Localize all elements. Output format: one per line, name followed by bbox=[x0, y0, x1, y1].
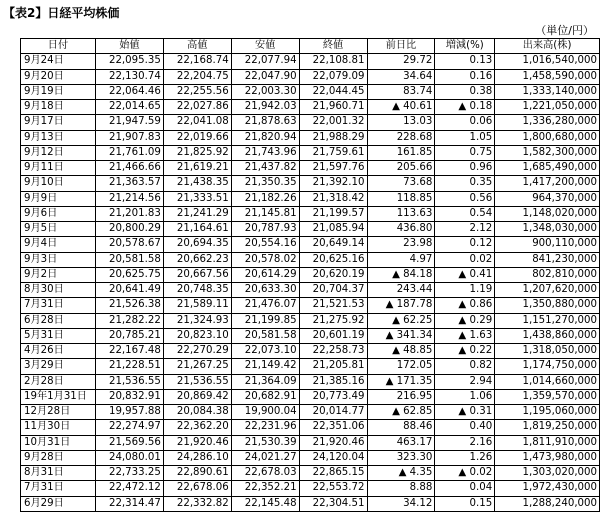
open-cell: 22,130.74 bbox=[95, 69, 163, 84]
table-row bbox=[21, 496, 600, 511]
high-cell: 21,241.29 bbox=[163, 206, 231, 221]
table-row bbox=[21, 100, 600, 115]
table-row bbox=[21, 237, 600, 252]
change-pct-cell: 0.04 bbox=[435, 481, 495, 496]
table-row bbox=[21, 115, 600, 130]
open-cell: 21,569.56 bbox=[95, 435, 163, 450]
change-pct-cell: 0.15 bbox=[435, 496, 495, 511]
volume-cell: 1,303,020,000 bbox=[495, 466, 600, 481]
volume-cell: 1,458,590,000 bbox=[495, 69, 600, 84]
close-cell: 20,620.19 bbox=[299, 267, 367, 282]
date-cell: 8月31日 bbox=[21, 466, 96, 481]
close-cell: 21,085.94 bbox=[299, 222, 367, 237]
change-cell: 113.63 bbox=[367, 206, 435, 221]
date-cell: 9月28日 bbox=[21, 450, 96, 465]
volume-cell: 1,819,250,000 bbox=[495, 420, 600, 435]
close-cell: 21,988.29 bbox=[299, 130, 367, 145]
change-cell: ▲ 62.25 bbox=[367, 313, 435, 328]
date-cell: 9月19日 bbox=[21, 84, 96, 99]
date-cell: 10月31日 bbox=[21, 435, 96, 450]
date-cell: 3月29日 bbox=[21, 359, 96, 374]
change-cell: 8.88 bbox=[367, 481, 435, 496]
table-row bbox=[21, 161, 600, 176]
close-cell: 21,205.81 bbox=[299, 359, 367, 374]
close-cell: 21,318.42 bbox=[299, 191, 367, 206]
change-cell: 34.12 bbox=[367, 496, 435, 511]
change-cell: 34.64 bbox=[367, 69, 435, 84]
close-cell: 22,304.51 bbox=[299, 496, 367, 511]
change-cell: ▲ 171.35 bbox=[367, 374, 435, 389]
date-cell: 8月30日 bbox=[21, 283, 96, 298]
change-cell: 161.85 bbox=[367, 145, 435, 160]
high-cell: 22,027.86 bbox=[163, 100, 231, 115]
volume-cell: 1,800,680,000 bbox=[495, 130, 600, 145]
high-cell: 22,255.56 bbox=[163, 84, 231, 99]
open-cell: 20,785.21 bbox=[95, 328, 163, 343]
volume-cell: 1,318,050,000 bbox=[495, 344, 600, 359]
low-cell: 21,743.96 bbox=[231, 145, 299, 160]
change-cell: 463.17 bbox=[367, 435, 435, 450]
volume-cell: 1,359,570,000 bbox=[495, 389, 600, 404]
low-cell: 21,145.81 bbox=[231, 206, 299, 221]
volume-cell: 1,151,270,000 bbox=[495, 313, 600, 328]
table-row bbox=[21, 450, 600, 465]
low-cell: 21,437.82 bbox=[231, 161, 299, 176]
volume-cell: 1,195,060,000 bbox=[495, 405, 600, 420]
date-cell: 9月13日 bbox=[21, 130, 96, 145]
close-cell: 22,553.72 bbox=[299, 481, 367, 496]
date-cell: 9月5日 bbox=[21, 222, 96, 237]
volume-cell: 900,110,000 bbox=[495, 237, 600, 252]
header-date: 日付 bbox=[21, 39, 96, 54]
high-cell: 21,324.93 bbox=[163, 313, 231, 328]
open-cell: 20,578.67 bbox=[95, 237, 163, 252]
change-pct-cell: ▲ 0.31 bbox=[435, 405, 495, 420]
high-cell: 21,589.11 bbox=[163, 298, 231, 313]
date-cell: 5月31日 bbox=[21, 328, 96, 343]
change-pct-cell: 0.06 bbox=[435, 115, 495, 130]
close-cell: 21,385.16 bbox=[299, 374, 367, 389]
close-cell: 20,625.16 bbox=[299, 252, 367, 267]
low-cell: 22,003.30 bbox=[231, 84, 299, 99]
unit-label: （単位/円） bbox=[535, 24, 594, 37]
open-cell: 20,641.49 bbox=[95, 283, 163, 298]
change-pct-cell: 0.12 bbox=[435, 237, 495, 252]
date-cell: 6月29日 bbox=[21, 496, 96, 511]
volume-cell: 1,972,430,000 bbox=[495, 481, 600, 496]
date-cell: 6月28日 bbox=[21, 313, 96, 328]
date-cell: 7月31日 bbox=[21, 298, 96, 313]
table-row bbox=[21, 405, 600, 420]
close-cell: 22,044.45 bbox=[299, 84, 367, 99]
open-cell: 22,274.97 bbox=[95, 420, 163, 435]
low-cell: 20,633.30 bbox=[231, 283, 299, 298]
low-cell: 21,182.26 bbox=[231, 191, 299, 206]
change-pct-cell: ▲ 0.02 bbox=[435, 466, 495, 481]
change-pct-cell: 0.54 bbox=[435, 206, 495, 221]
table-row bbox=[21, 313, 600, 328]
change-cell: ▲ 341.34 bbox=[367, 328, 435, 343]
low-cell: 22,678.03 bbox=[231, 466, 299, 481]
date-cell: 11月30日 bbox=[21, 420, 96, 435]
change-pct-cell: 1.26 bbox=[435, 450, 495, 465]
change-pct-cell: 0.96 bbox=[435, 161, 495, 176]
open-cell: 21,282.22 bbox=[95, 313, 163, 328]
open-cell: 21,947.59 bbox=[95, 115, 163, 130]
high-cell: 21,825.92 bbox=[163, 145, 231, 160]
date-cell: 9月9日 bbox=[21, 191, 96, 206]
table-row bbox=[21, 420, 600, 435]
date-cell: 9月20日 bbox=[21, 69, 96, 84]
change-cell: ▲ 84.18 bbox=[367, 267, 435, 282]
high-cell: 20,748.35 bbox=[163, 283, 231, 298]
close-cell: 22,108.81 bbox=[299, 54, 367, 69]
close-cell: 20,649.14 bbox=[299, 237, 367, 252]
header-change-pct: 増減(%) bbox=[435, 39, 495, 54]
volume-cell: 1,148,020,000 bbox=[495, 206, 600, 221]
change-cell: 83.74 bbox=[367, 84, 435, 99]
high-cell: 22,204.75 bbox=[163, 69, 231, 84]
volume-cell: 1,350,880,000 bbox=[495, 298, 600, 313]
open-cell: 22,064.46 bbox=[95, 84, 163, 99]
open-cell: 20,581.58 bbox=[95, 252, 163, 267]
open-cell: 21,907.83 bbox=[95, 130, 163, 145]
volume-cell: 1,288,240,000 bbox=[495, 496, 600, 511]
open-cell: 22,472.12 bbox=[95, 481, 163, 496]
change-cell: 73.68 bbox=[367, 176, 435, 191]
open-cell: 21,228.51 bbox=[95, 359, 163, 374]
change-cell: 172.05 bbox=[367, 359, 435, 374]
table-row bbox=[21, 176, 600, 191]
table-row bbox=[21, 481, 600, 496]
low-cell: 21,476.07 bbox=[231, 298, 299, 313]
change-pct-cell: 2.16 bbox=[435, 435, 495, 450]
date-cell: 4月26日 bbox=[21, 344, 96, 359]
table-row bbox=[21, 466, 600, 481]
low-cell: 22,145.48 bbox=[231, 496, 299, 511]
change-pct-cell: 0.75 bbox=[435, 145, 495, 160]
high-cell: 22,041.08 bbox=[163, 115, 231, 130]
header-close: 終値 bbox=[299, 39, 367, 54]
change-cell: 29.72 bbox=[367, 54, 435, 69]
low-cell: 22,047.90 bbox=[231, 69, 299, 84]
open-cell: 22,733.25 bbox=[95, 466, 163, 481]
volume-cell: 1,174,750,000 bbox=[495, 359, 600, 374]
high-cell: 20,084.38 bbox=[163, 405, 231, 420]
change-cell: 4.97 bbox=[367, 252, 435, 267]
high-cell: 24,286.10 bbox=[163, 450, 231, 465]
date-cell: 9月2日 bbox=[21, 267, 96, 282]
table-row bbox=[21, 130, 600, 145]
header-low: 安値 bbox=[231, 39, 299, 54]
volume-cell: 1,582,300,000 bbox=[495, 145, 600, 160]
volume-cell: 1,438,860,000 bbox=[495, 328, 600, 343]
change-pct-cell: 2.94 bbox=[435, 374, 495, 389]
high-cell: 22,678.06 bbox=[163, 481, 231, 496]
open-cell: 20,625.75 bbox=[95, 267, 163, 282]
date-cell: 9月4日 bbox=[21, 237, 96, 252]
change-pct-cell: 0.13 bbox=[435, 54, 495, 69]
high-cell: 21,920.46 bbox=[163, 435, 231, 450]
volume-cell: 1,473,980,000 bbox=[495, 450, 600, 465]
low-cell: 20,581.58 bbox=[231, 328, 299, 343]
low-cell: 20,554.16 bbox=[231, 237, 299, 252]
high-cell: 21,164.61 bbox=[163, 222, 231, 237]
change-pct-cell: 0.02 bbox=[435, 252, 495, 267]
change-pct-cell: 1.05 bbox=[435, 130, 495, 145]
volume-cell: 1,336,280,000 bbox=[495, 115, 600, 130]
close-cell: 21,597.76 bbox=[299, 161, 367, 176]
open-cell: 21,201.83 bbox=[95, 206, 163, 221]
low-cell: 20,578.02 bbox=[231, 252, 299, 267]
date-cell: 9月3日 bbox=[21, 252, 96, 267]
date-cell: 9月17日 bbox=[21, 115, 96, 130]
high-cell: 22,019.66 bbox=[163, 130, 231, 145]
header-high: 高値 bbox=[163, 39, 231, 54]
low-cell: 22,231.96 bbox=[231, 420, 299, 435]
change-pct-cell: ▲ 1.63 bbox=[435, 328, 495, 343]
date-cell: 9月18日 bbox=[21, 100, 96, 115]
change-pct-cell: 1.19 bbox=[435, 283, 495, 298]
table-title: 【表2】日経平均株価 bbox=[3, 6, 120, 20]
table-row bbox=[21, 84, 600, 99]
date-cell: 9月11日 bbox=[21, 161, 96, 176]
header-change: 前日比 bbox=[367, 39, 435, 54]
close-cell: 21,275.92 bbox=[299, 313, 367, 328]
high-cell: 21,333.51 bbox=[163, 191, 231, 206]
change-cell: ▲ 4.35 bbox=[367, 466, 435, 481]
change-pct-cell: 2.12 bbox=[435, 222, 495, 237]
low-cell: 21,820.94 bbox=[231, 130, 299, 145]
date-cell: 7月31日 bbox=[21, 481, 96, 496]
date-cell: 19年1月31日 bbox=[21, 389, 96, 404]
low-cell: 20,787.93 bbox=[231, 222, 299, 237]
open-cell: 22,314.47 bbox=[95, 496, 163, 511]
change-cell: 23.98 bbox=[367, 237, 435, 252]
close-cell: 22,351.06 bbox=[299, 420, 367, 435]
volume-cell: 1,016,540,000 bbox=[495, 54, 600, 69]
change-pct-cell: 0.16 bbox=[435, 69, 495, 84]
volume-cell: 802,810,000 bbox=[495, 267, 600, 282]
low-cell: 21,364.09 bbox=[231, 374, 299, 389]
table-row bbox=[21, 283, 600, 298]
open-cell: 22,167.48 bbox=[95, 344, 163, 359]
high-cell: 21,267.25 bbox=[163, 359, 231, 374]
table-row bbox=[21, 374, 600, 389]
date-cell: 2月28日 bbox=[21, 374, 96, 389]
close-cell: 22,079.09 bbox=[299, 69, 367, 84]
header-open: 始値 bbox=[95, 39, 163, 54]
high-cell: 20,694.35 bbox=[163, 237, 231, 252]
table-row bbox=[21, 267, 600, 282]
high-cell: 22,362.20 bbox=[163, 420, 231, 435]
change-pct-cell: ▲ 0.18 bbox=[435, 100, 495, 115]
close-cell: 21,521.53 bbox=[299, 298, 367, 313]
change-pct-cell: 0.38 bbox=[435, 84, 495, 99]
change-cell: 243.44 bbox=[367, 283, 435, 298]
header-row bbox=[21, 39, 600, 54]
volume-cell: 1,221,050,000 bbox=[495, 100, 600, 115]
low-cell: 21,530.39 bbox=[231, 435, 299, 450]
table-row bbox=[21, 145, 600, 160]
low-cell: 21,350.35 bbox=[231, 176, 299, 191]
change-cell: ▲ 48.85 bbox=[367, 344, 435, 359]
open-cell: 21,761.09 bbox=[95, 145, 163, 160]
close-cell: 20,773.49 bbox=[299, 389, 367, 404]
close-cell: 20,014.77 bbox=[299, 405, 367, 420]
open-cell: 22,014.65 bbox=[95, 100, 163, 115]
volume-cell: 841,230,000 bbox=[495, 252, 600, 267]
high-cell: 21,438.35 bbox=[163, 176, 231, 191]
low-cell: 21,149.42 bbox=[231, 359, 299, 374]
table-row bbox=[21, 344, 600, 359]
date-cell: 9月24日 bbox=[21, 54, 96, 69]
close-cell: 21,392.10 bbox=[299, 176, 367, 191]
table-row bbox=[21, 54, 600, 69]
open-cell: 21,214.56 bbox=[95, 191, 163, 206]
close-cell: 21,759.61 bbox=[299, 145, 367, 160]
table-row bbox=[21, 252, 600, 267]
change-cell: 118.85 bbox=[367, 191, 435, 206]
open-cell: 21,536.55 bbox=[95, 374, 163, 389]
volume-cell: 1,348,030,000 bbox=[495, 222, 600, 237]
low-cell: 22,073.10 bbox=[231, 344, 299, 359]
change-cell: 13.03 bbox=[367, 115, 435, 130]
low-cell: 20,682.91 bbox=[231, 389, 299, 404]
volume-cell: 1,207,620,000 bbox=[495, 283, 600, 298]
date-cell: 9月6日 bbox=[21, 206, 96, 221]
table-row bbox=[21, 435, 600, 450]
low-cell: 24,021.27 bbox=[231, 450, 299, 465]
high-cell: 21,536.55 bbox=[163, 374, 231, 389]
low-cell: 21,942.03 bbox=[231, 100, 299, 115]
open-cell: 20,832.91 bbox=[95, 389, 163, 404]
change-cell: 228.68 bbox=[367, 130, 435, 145]
high-cell: 22,270.29 bbox=[163, 344, 231, 359]
low-cell: 22,077.94 bbox=[231, 54, 299, 69]
change-cell: 436.80 bbox=[367, 222, 435, 237]
table-row bbox=[21, 328, 600, 343]
low-cell: 20,614.29 bbox=[231, 267, 299, 282]
volume-cell: 1,685,490,000 bbox=[495, 161, 600, 176]
table-row bbox=[21, 206, 600, 221]
open-cell: 21,526.38 bbox=[95, 298, 163, 313]
close-cell: 21,920.46 bbox=[299, 435, 367, 450]
table-row bbox=[21, 191, 600, 206]
close-cell: 21,960.71 bbox=[299, 100, 367, 115]
change-pct-cell: 1.06 bbox=[435, 389, 495, 404]
open-cell: 21,363.57 bbox=[95, 176, 163, 191]
change-pct-cell: 0.40 bbox=[435, 420, 495, 435]
change-pct-cell: 0.56 bbox=[435, 191, 495, 206]
open-cell: 24,080.01 bbox=[95, 450, 163, 465]
volume-cell: 1,014,660,000 bbox=[495, 374, 600, 389]
open-cell: 19,957.88 bbox=[95, 405, 163, 420]
date-cell: 12月28日 bbox=[21, 405, 96, 420]
high-cell: 20,869.42 bbox=[163, 389, 231, 404]
table-row bbox=[21, 222, 600, 237]
low-cell: 21,199.85 bbox=[231, 313, 299, 328]
close-cell: 22,865.15 bbox=[299, 466, 367, 481]
high-cell: 20,667.56 bbox=[163, 267, 231, 282]
high-cell: 20,662.23 bbox=[163, 252, 231, 267]
close-cell: 22,001.32 bbox=[299, 115, 367, 130]
close-cell: 24,120.04 bbox=[299, 450, 367, 465]
table-row bbox=[21, 389, 600, 404]
date-cell: 9月10日 bbox=[21, 176, 96, 191]
change-cell: 205.66 bbox=[367, 161, 435, 176]
change-pct-cell: ▲ 0.86 bbox=[435, 298, 495, 313]
change-pct-cell: 0.82 bbox=[435, 359, 495, 374]
low-cell: 19,900.04 bbox=[231, 405, 299, 420]
high-cell: 22,890.61 bbox=[163, 466, 231, 481]
nikkei-table bbox=[20, 38, 600, 512]
change-cell: 216.95 bbox=[367, 389, 435, 404]
open-cell: 20,800.29 bbox=[95, 222, 163, 237]
volume-cell: 1,417,200,000 bbox=[495, 176, 600, 191]
change-cell: ▲ 187.78 bbox=[367, 298, 435, 313]
table-row bbox=[21, 359, 600, 374]
table-row bbox=[21, 69, 600, 84]
header-volume: 出来高(株) bbox=[495, 39, 600, 54]
change-cell: 88.46 bbox=[367, 420, 435, 435]
high-cell: 21,619.21 bbox=[163, 161, 231, 176]
low-cell: 22,352.21 bbox=[231, 481, 299, 496]
close-cell: 20,601.19 bbox=[299, 328, 367, 343]
change-pct-cell: ▲ 0.22 bbox=[435, 344, 495, 359]
open-cell: 22,095.35 bbox=[95, 54, 163, 69]
high-cell: 22,332.82 bbox=[163, 496, 231, 511]
change-cell: 323.30 bbox=[367, 450, 435, 465]
open-cell: 21,466.66 bbox=[95, 161, 163, 176]
change-cell: ▲ 40.61 bbox=[367, 100, 435, 115]
low-cell: 21,878.63 bbox=[231, 115, 299, 130]
high-cell: 22,168.74 bbox=[163, 54, 231, 69]
table-body bbox=[21, 54, 600, 512]
volume-cell: 964,370,000 bbox=[495, 191, 600, 206]
volume-cell: 1,333,140,000 bbox=[495, 84, 600, 99]
change-pct-cell: ▲ 0.41 bbox=[435, 267, 495, 282]
table-row bbox=[21, 298, 600, 313]
close-cell: 21,199.57 bbox=[299, 206, 367, 221]
close-cell: 22,258.73 bbox=[299, 344, 367, 359]
close-cell: 20,704.37 bbox=[299, 283, 367, 298]
date-cell: 9月12日 bbox=[21, 145, 96, 160]
volume-cell: 1,811,910,000 bbox=[495, 435, 600, 450]
change-pct-cell: 0.35 bbox=[435, 176, 495, 191]
high-cell: 20,823.10 bbox=[163, 328, 231, 343]
change-cell: ▲ 62.85 bbox=[367, 405, 435, 420]
change-pct-cell: ▲ 0.29 bbox=[435, 313, 495, 328]
